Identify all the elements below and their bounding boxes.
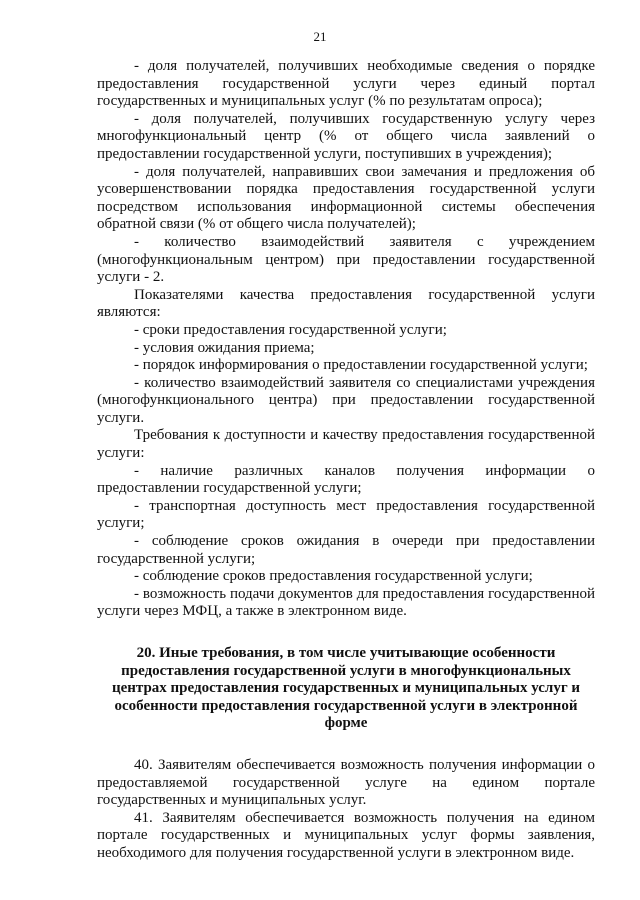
section-heading: 20. Иные требования, в том числе учитывающие особенности предоставления государственной услуги в многофункциональных центрах предоставления государственных и муниципальных услуг и особенности предоставления государственной услуги в электронной форме: [111, 645, 581, 732]
list-item-specialist-interactions: - количество взаимодействий заявителя со специалистами учреждения (многофункционального центра) при предоставлении государственной услуги.: [97, 374, 595, 426]
list-item-transport-accessibility: - транспортная доступность мест предоставления государственной услуги;: [97, 497, 595, 532]
list-item-service-deadlines: - соблюдение сроков предоставления государственной услуги;: [134, 568, 533, 585]
list-item-queue-waiting: - соблюдение сроков ожидания в очереди при предоставлении государственной услуги;: [97, 533, 595, 567]
paragraph-indicator-interactions: - количество взаимодействий заявителя с учреждением (многофункциональным центром) при предоставлении государственной услуги - 2.: [97, 233, 595, 286]
paragraph-indicator-feedback: - доля получателей, направивших свои замечания и предложения об усовершенствовании порядка предоставления государственной услуги посредством использования информационной системы обеспечения обратной связи (% от общего числа получателей);: [97, 163, 595, 233]
page-content: [97, 58, 595, 863]
paragraph-indicator-portal-info: - доля получателей, получивших необходимые сведения о порядке предоставления государственной услуги через единый портал государственных и муниципальных услуг (% по результатам опроса);: [97, 58, 595, 110]
paragraph-40: 40. Заявителям обеспечивается возможность получения информации о предоставляемой государственной услуге на едином портале государственных и муниципальных услуг.: [97, 756, 595, 809]
paragraph-41: 41. Заявителям обеспечивается возможность получения на едином портале государственных и муниципальных услуг формы заявления, необходимого для получения государственной услуги в электронном виде.: [97, 809, 595, 861]
list-item-info-channels: - наличие различных каналов получения информации о предоставлении государственной услуги;: [97, 462, 595, 497]
paragraph-indicator-mfc-share: - доля получателей, получивших государственную услугу через многофункциональный центр (% от общего числа заявлений о предоставлении государственной услуги, поступивших в учреждения);: [97, 110, 595, 162]
list-item-document-submission: - возможность подачи документов для предоставления государственной услуги через МФЦ, а также в электронном виде.: [97, 585, 595, 620]
list-item-waiting-conditions: - условия ожидания приема;: [134, 339, 315, 356]
page-number: 21: [313, 29, 327, 44]
paragraph-quality-indicators-intro: Показателями качества предоставления государственной услуги являются:: [97, 286, 595, 321]
list-item-service-terms: - сроки предоставления государственной услуги;: [134, 321, 447, 338]
paragraph-accessibility-requirements-intro: Требования к доступности и качеству предоставления государственной услуги:: [97, 427, 595, 462]
list-item-informing-procedure: - порядок информирования о предоставлении государственной услуги;: [134, 357, 588, 374]
